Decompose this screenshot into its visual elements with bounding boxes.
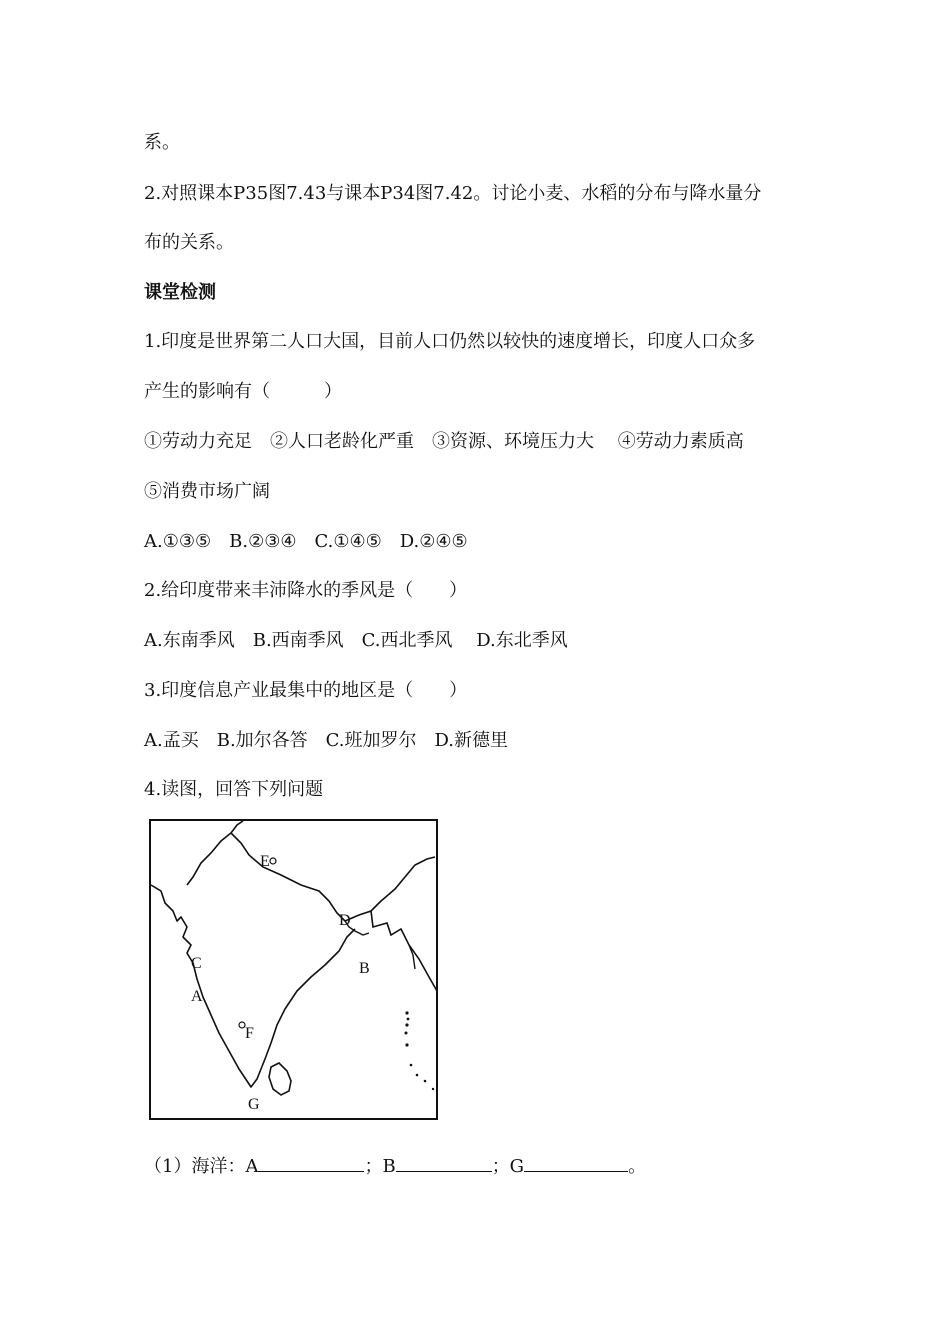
map-label-g: G	[248, 1096, 260, 1113]
question-2-options: A.东南季风 B.西南季风 C.西北季风 D.东北季风	[144, 630, 568, 651]
answer-blank-a[interactable]	[258, 1153, 364, 1172]
text-line: 2.对照课本P35图7.43与课本P34图7.42。讨论小麦、水稻的分布与降水量分	[144, 183, 762, 204]
map-label-c: C	[191, 955, 202, 972]
question-1-options: A.①③⑤ B.②③④ C.①④⑤ D.②④⑤	[144, 531, 468, 552]
map-label-e: E	[260, 853, 270, 870]
question-1-stem-cont: 产生的影响有（ ）	[144, 381, 342, 402]
sub-end: 。	[628, 1156, 647, 1177]
sub-prefix: （1）海洋：A	[144, 1156, 259, 1177]
map-label-a: A	[191, 988, 203, 1005]
question-4-sub-1	[144, 1153, 646, 1179]
question-3-options: A.孟买 B.加尔各答 C.班加罗尔 D.新德里	[144, 730, 509, 751]
sub-sep-g: ；G	[491, 1156, 525, 1177]
answer-blank-g[interactable]	[524, 1153, 628, 1172]
answer-blank-b[interactable]	[396, 1153, 492, 1172]
city-e-marker	[270, 858, 276, 864]
question-1-items-cont: ⑤消费市场广阔	[144, 481, 270, 502]
sub-sep-b: ；B	[364, 1156, 396, 1177]
text-line: 系。	[144, 132, 180, 153]
question-1-stem: 1.印度是世界第二人口大国，目前人口仍然以较快的速度增长，印度人口众多	[144, 331, 756, 352]
section-heading: 课堂检测	[144, 282, 216, 303]
map-label-b: B	[359, 960, 370, 977]
map-label-f: F	[245, 1025, 254, 1042]
india-map	[149, 819, 439, 1121]
map-label-d: D	[339, 912, 351, 929]
question-2-stem: 2.给印度带来丰沛降水的季风是（ ）	[144, 580, 468, 601]
question-3-stem: 3.印度信息产业最集中的地区是（ ）	[144, 680, 468, 701]
question-1-items: ①劳动力充足 ②人口老龄化严重 ③资源、环境压力大 ④劳动力素质高	[144, 431, 744, 452]
text-line: 布的关系。	[144, 232, 234, 253]
question-4-stem: 4.读图，回答下列问题	[144, 779, 324, 800]
